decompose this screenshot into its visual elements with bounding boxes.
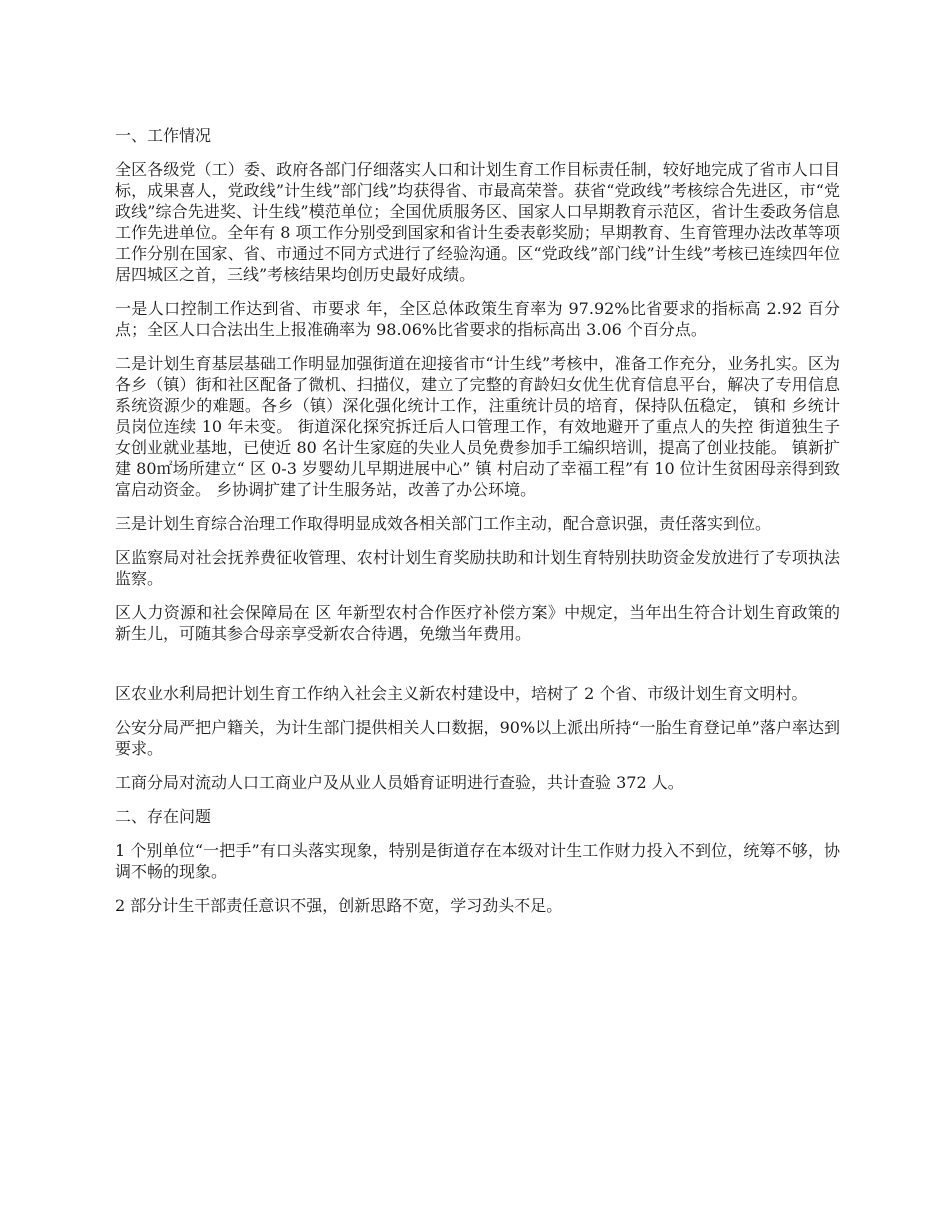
paragraph-social-security-bureau: 区人力资源和社会保障局在 区 年新型农村合作医疗补偿方案》中规定，当年出生符合计划生育政策的新生儿，可随其参合母亲享受新农合待遇，免缴当年费用。 <box>115 603 840 643</box>
paragraph-industry-commerce: 工商分局对流动人口工商业户及从业人员婚育证明进行查验，共计查验 372 人。 <box>115 773 684 792</box>
paragraph-problem-2: 2 部分计生干部责任意识不强，创新思路不宽，学习劲头不足。 <box>115 896 563 915</box>
paragraph-agriculture-bureau: 区农业水利局把计划生育工作纳入社会主义新农村建设中，培树了 2 个省、市级计划生育文明村。 <box>115 684 808 703</box>
paragraph-supervision-bureau: 区监察局对社会抚养费征收管理、农村计划生育奖励扶助和计划生育特别扶助资金发放进行了专项执法监察。 <box>115 548 840 588</box>
section-heading-work-status: 一、工作情况 <box>115 126 212 145</box>
paragraph-problem-1: 1 个别单位“一把手”有口头落实现象，特别是街道存在本级对计生工作财力投入不到位，统筹不够，协调不畅的现象。 <box>115 841 840 881</box>
paragraph-comprehensive-governance: 三是计划生育综合治理工作取得明显成效各相关部门工作主动，配合意识强，责任落实到位。 <box>115 514 772 533</box>
paragraph-overview: 全区各级党（工）委、政府各部门仔细落实人口和计划生育工作目标责任制，较好地完成了省市人口目标，成果喜人，党政线”计生线”部门线”均获得省、市最高荣誉。获省“党政线”考核综合先进区，市“党政线”综合先进奖、计生线”模范单位；全国优质服务区、国家人口早期教育示范区，省计生委政务信息工作先进单位。全年有 8 项工作分别受到国家和省计生委表彰奖励；早期教育、生育管理办法改革等项工作分别在国家、省、市通过不同方式进行了经验沟通。区“党政线”部门线”计生线”考核已连续四年位居四城区之首，三线”考核结果均创历史最好成绩。 <box>115 160 840 284</box>
section-heading-problems: 二、存在问题 <box>115 807 212 826</box>
paragraph-public-security: 公安分局严把户籍关，为计生部门提供相关人口数据，90%以上派出所持“一胎生育登记单”落户率达到要求。 <box>115 718 840 758</box>
document-body <box>115 125 840 929</box>
paragraph-population-control: 一是人口控制工作达到省、市要求 年，全区总体政策生育率为 97.92%比省要求的指标高 2.92 百分点；全区人口合法出生上报准确率为 98.06%比省要求的指标高出 3.06 个百分点。 <box>115 299 840 339</box>
paragraph-grassroots-work: 二是计划生育基层基础工作明显加强街道在迎接省市“计生线”考核中，准备工作充分，业务扎实。区为各乡（镇）街和社区配备了微机、扫描仪，建立了完整的育龄妇女优生优育信息平台，解决了专用信息系统资源少的难题。各乡（镇）深化强化统计工作，注重统计员的培育，保持队伍稳定， 镇和 乡统计员岗位连续 10 年未变。 街道深化探究拆迁后人口管理工作，有效地避开了重点人的失控 街道独生子女创业就业基地，已使近 80 名计生家庭的失业人员免费参加手工编织培训，提高了创业技能。 镇新扩建 80㎡场所建立“ 区 0-3 岁婴幼儿早期进展中心” 镇 村启动了幸福工程”有 10 位计生贫困母亲得到致富启动资金。 乡协调扩建了计生服务站，改善了办公环境。 <box>115 354 840 499</box>
